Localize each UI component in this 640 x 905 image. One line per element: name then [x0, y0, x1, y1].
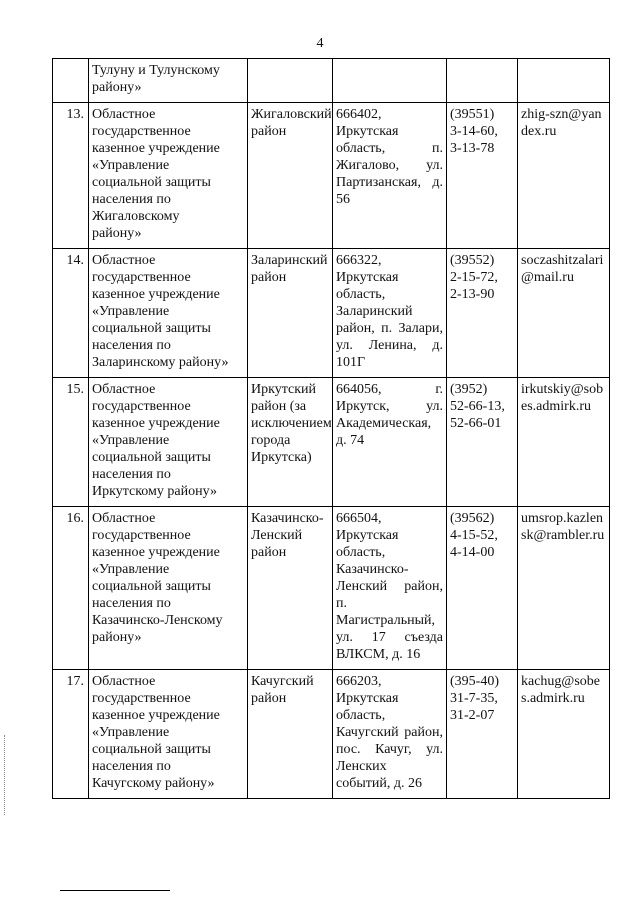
page-number: 4	[316, 36, 324, 51]
cell-address: 666203, Иркутская область, Качугский район, пос. Качуг, ул. Ленских событий, д. 26	[333, 670, 447, 799]
cell-email: irkutskiy@sobes.admirk.ru	[518, 378, 610, 507]
cell-address: 666402, Иркутская область, п. Жигалово, ул. Партизанская, д. 56	[333, 103, 447, 249]
cell-number: 14.	[53, 249, 89, 378]
cell-number: 17.	[53, 670, 89, 799]
cell-address: 666322, Иркутская область, Заларинский район, п. Залари, ул. Ленина, д. 101Г	[333, 249, 447, 378]
cell-number: 15.	[53, 378, 89, 507]
cell-phone: (39562) 4-15-52, 4-14-00	[447, 507, 518, 670]
cell-district	[248, 59, 333, 103]
margin-mark	[4, 735, 6, 815]
cell-phone: (395-40) 31-7-35, 31-2-07	[447, 670, 518, 799]
cell-email: kachug@sobes.admirk.ru	[518, 670, 610, 799]
cell-number: 13.	[53, 103, 89, 249]
cell-number: 16.	[53, 507, 89, 670]
table-row	[53, 103, 610, 249]
cell-address: 666504, Иркутская область, Казачинско-Ленский район, п. Магистральный, ул. 17 съезда ВЛКСМ, д. 16	[333, 507, 447, 670]
cell-phone: (3952) 52-66-13, 52-66-01	[447, 378, 518, 507]
cell-district: Жигаловский район	[248, 103, 333, 249]
cell-district: Качугский район	[248, 670, 333, 799]
cell-address	[333, 59, 447, 103]
table-row	[53, 507, 610, 670]
cell-name: Областное государственное казенное учреждение «Управление социальной защиты населения по Качугскому району»	[89, 670, 248, 799]
cell-phone: (39551) 3-14-60, 3-13-78	[447, 103, 518, 249]
cell-email: umsrop.kazlensk@rambler.ru	[518, 507, 610, 670]
cell-name: Тулуну и Тулунскому району»	[89, 59, 248, 103]
cell-district: Заларинский район	[248, 249, 333, 378]
table-row-continuation	[53, 59, 610, 103]
footnote-rule	[60, 890, 170, 891]
cell-email: soczashitzalari@mail.ru	[518, 249, 610, 378]
cell-name: Областное государственное казенное учреждение «Управление социальной защиты населения по Заларинскому району»	[89, 249, 248, 378]
cell-phone: (39552) 2-15-72, 2-13-90	[447, 249, 518, 378]
cell-district: Иркутский район (за исключением города Иркутска)	[248, 378, 333, 507]
cell-address: 664056, г. Иркутск, ул. Академическая, д. 74	[333, 378, 447, 507]
table-row	[53, 670, 610, 799]
cell-phone	[447, 59, 518, 103]
cell-district: Казачинско-Ленский район	[248, 507, 333, 670]
cell-email: zhig-szn@yandex.ru	[518, 103, 610, 249]
cell-email	[518, 59, 610, 103]
cell-name: Областное государственное казенное учреждение «Управление социальной защиты населения по Жигаловскому району»	[89, 103, 248, 249]
cell-name: Областное государственное казенное учреждение «Управление социальной защиты населения по Казачинско-Ленскому району»	[89, 507, 248, 670]
cell-number	[53, 59, 89, 103]
table-row	[53, 378, 610, 507]
institutions-table	[52, 58, 610, 799]
table-row	[53, 249, 610, 378]
cell-name: Областное государственное казенное учреждение «Управление социальной защиты населения по Иркутскому району»	[89, 378, 248, 507]
